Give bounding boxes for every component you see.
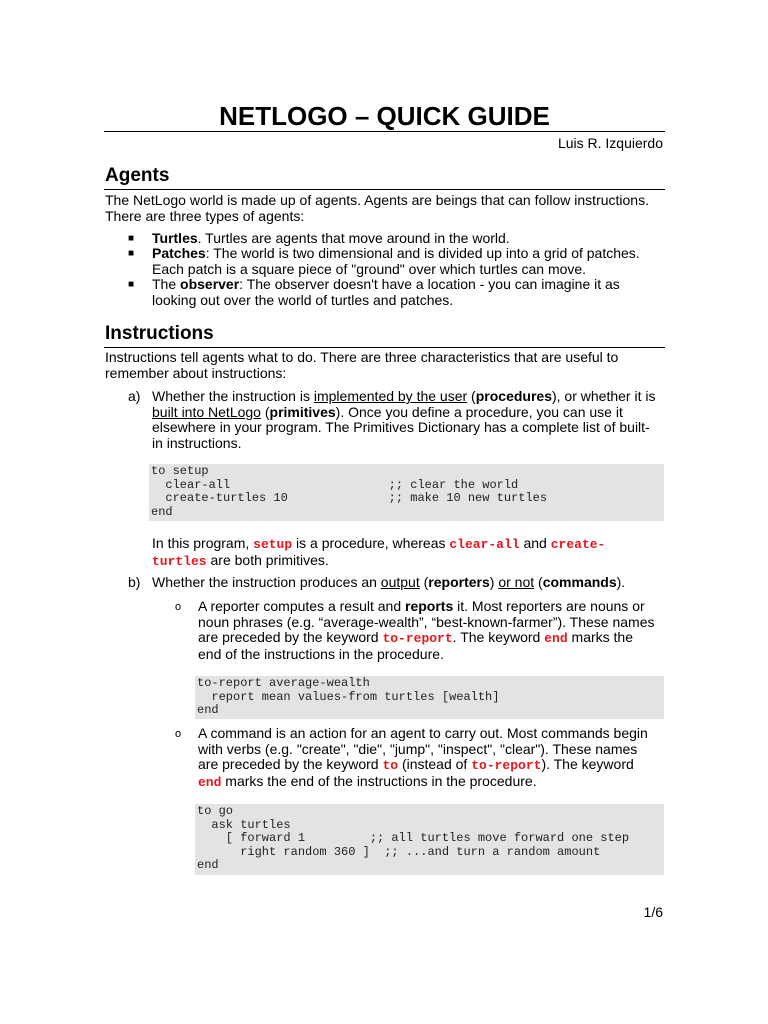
circle-bullet-icon: o <box>175 728 182 740</box>
author: Luis R. Izquierdo <box>557 135 663 151</box>
code-line: create-turtles 10 ;; make 10 new turtles <box>151 491 548 506</box>
keyword-to-report: to-report <box>382 631 453 646</box>
code-line: ask turtles <box>197 817 291 832</box>
b-underline-output: output <box>380 574 420 590</box>
command-l3-mid: (instead of <box>398 756 472 772</box>
code-line: right random 360 ] ;; ...and turn a random amount <box>197 844 601 859</box>
a-l1-pre: Whether the instruction is <box>152 388 314 404</box>
note-post: are both primitives. <box>206 551 329 568</box>
instructions-intro-line-2: remember about instructions: <box>105 364 287 381</box>
title-rule <box>104 131 665 132</box>
a-l1-mid: ( <box>467 388 476 404</box>
note-pre: In this program, <box>152 535 254 551</box>
item-a-note <box>152 536 605 569</box>
keyword-to-report: to-report <box>471 758 542 773</box>
keyword-create-turtles-part-2: turtles <box>152 553 207 569</box>
reporter-l3-mid: . The keyword <box>452 629 545 645</box>
list-marker-b: b) <box>128 574 141 590</box>
code-line: to go <box>197 804 234 818</box>
observer-item <box>152 277 620 308</box>
command-l2: with verbs (e.g. "create", "die", "jump", "inspect", "clear"). These names <box>198 740 638 757</box>
b-post: ). <box>616 574 626 590</box>
instructions-heading: Instructions <box>105 323 214 344</box>
observer-desc-2: looking out over the world of turtles and patches. <box>152 291 454 308</box>
reporter-l1-bold: reports <box>405 598 454 614</box>
b-bold-commands: commands <box>542 574 617 590</box>
a-l2-underline: built into NetLogo <box>152 403 261 420</box>
reporter-l1-post: it. Most reporters are nouns or <box>453 598 645 614</box>
reporter-item <box>198 599 655 662</box>
code-line: end <box>197 858 219 873</box>
command-l3-pre: are preceded by the keyword <box>198 756 383 772</box>
command-l3-post: ). The keyword <box>541 756 634 772</box>
a-l3: elsewhere in your program. The Primitives Dictionary has a complete list of built- <box>152 419 650 435</box>
agents-intro-line-2: There are three types of agents: <box>105 207 305 224</box>
reporter-l3-post: marks the <box>567 629 633 645</box>
note-mid-1: is a procedure, whereas <box>292 535 450 551</box>
code-line: end <box>197 703 219 718</box>
a-l2-post: ). Once you define a procedure, you can use it <box>335 403 623 420</box>
code-block-command <box>195 804 664 875</box>
b-underline-or-not: or not <box>498 574 535 590</box>
agents-heading-rule <box>104 189 665 190</box>
keyword-to: to <box>382 758 399 773</box>
item-a-text <box>152 389 655 451</box>
keyword-setup: setup <box>253 537 293 552</box>
reporter-l4: end of the instructions in the procedure. <box>198 645 444 662</box>
b-mid-2: ) <box>489 574 499 590</box>
observer-term: observer <box>180 276 240 292</box>
b-pre: Whether the instruction produces an <box>152 574 381 590</box>
a-l1-bold: procedures <box>475 388 552 404</box>
keyword-create-turtles-part-1: create- <box>550 537 606 552</box>
page-title: NETLOGO – QUICK GUIDE <box>219 101 550 131</box>
b-bold-reporters: reporters <box>428 574 490 590</box>
code-line: clear-all ;; clear the world <box>151 477 519 492</box>
a-l2-mid: ( <box>260 403 270 420</box>
keyword-end: end <box>198 774 222 790</box>
command-l1: A command is an action for an agent to carry out. Most commands begin <box>198 725 648 741</box>
code-block-reporter <box>195 676 664 719</box>
command-item <box>198 726 648 790</box>
code-line: [ forward 1 ;; all turtles move forward one step <box>197 831 630 846</box>
bullet-icon: ■ <box>128 279 135 290</box>
instructions-intro-line-1: Instructions tell agents what to do. There are three characteristics that are useful to <box>105 349 619 365</box>
code-line: to setup <box>151 464 209 478</box>
keyword-end: end <box>544 631 568 646</box>
a-l1-underline: implemented by the user <box>313 388 468 404</box>
observer-desc-1: : The observer doesn't have a location - you can imagine it as <box>239 276 620 292</box>
code-line: to-report average-wealth <box>197 676 370 690</box>
code-line: report mean values-from turtles [wealth] <box>197 689 500 704</box>
b-mid-1: ( <box>419 574 429 590</box>
b-mid-3: ( <box>534 574 543 590</box>
instructions-intro <box>105 350 618 381</box>
bullet-icon: ■ <box>128 233 135 244</box>
patches-item <box>152 246 640 277</box>
turtles-desc: . Turtles are agents that move around in the world. <box>197 230 510 246</box>
reporter-l3-pre: are preceded by the keyword <box>198 629 383 645</box>
agents-heading: Agents <box>105 165 170 186</box>
patches-desc-1: : The world is two dimensional and is divided up into a grid of patches. <box>205 245 640 261</box>
note-mid-2: and <box>519 535 551 551</box>
patches-term: Patches <box>152 245 206 261</box>
observer-pre: The <box>152 276 181 292</box>
instructions-heading-rule <box>104 347 665 348</box>
a-l4: in instructions. <box>152 434 242 451</box>
a-l1-post: ), or whether it is <box>551 388 656 404</box>
command-l4-post: marks the end of the instructions in the procedure. <box>221 772 537 789</box>
keyword-clear-all: clear-all <box>449 537 520 552</box>
circle-bullet-icon: o <box>175 601 182 613</box>
bullet-icon: ■ <box>128 248 135 259</box>
patches-desc-2: Each patch is a square piece of "ground" over which turtles can move. <box>152 260 587 277</box>
code-block-setup <box>149 464 664 521</box>
reporter-l1-pre: A reporter computes a result and <box>198 598 405 614</box>
turtles-term: Turtles <box>152 230 198 246</box>
item-b-text <box>152 575 625 591</box>
list-marker-a: a) <box>128 388 141 404</box>
reporter-l2: noun phrases (e.g. “average-wealth”, “best-known-farmer”). These names <box>198 613 655 630</box>
a-l2-bold: primitives <box>269 403 336 420</box>
code-line: end <box>151 504 173 519</box>
agents-intro <box>105 193 649 224</box>
agents-intro-line-1: The NetLogo world is made up of agents. Agents are beings that can follow instructions. <box>105 192 649 208</box>
page-number: 1/6 <box>643 904 663 920</box>
